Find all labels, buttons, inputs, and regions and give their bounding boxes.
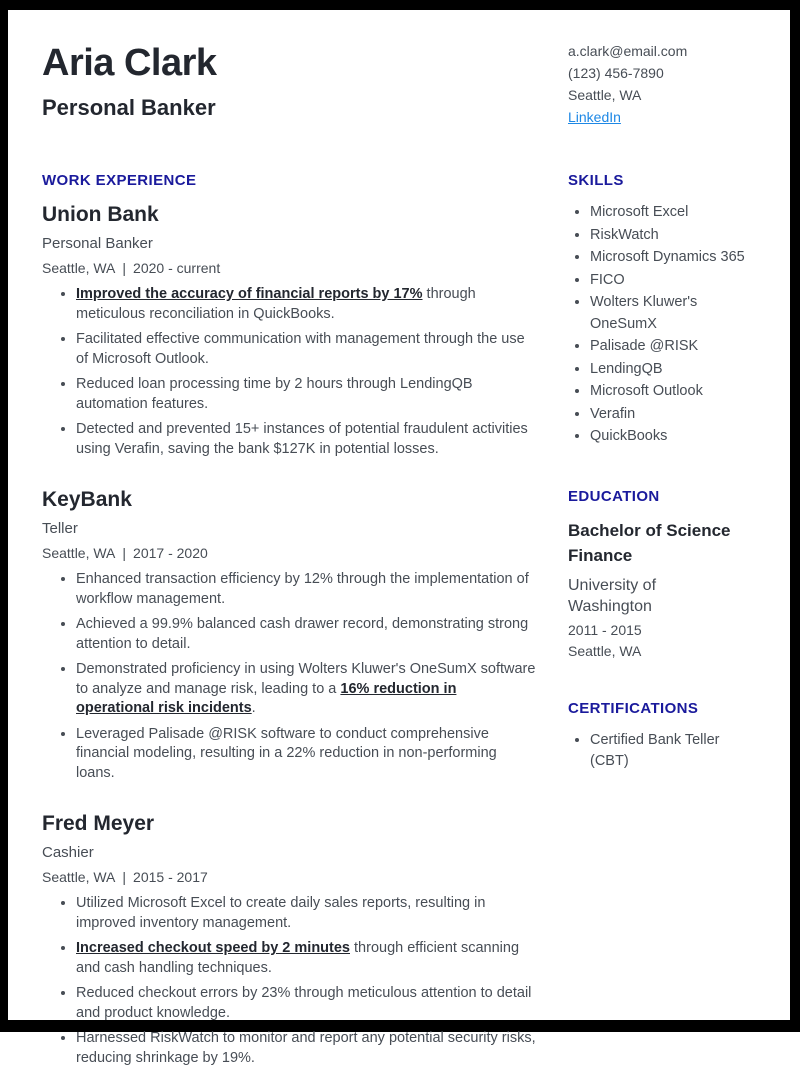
bullet-item <box>76 660 538 719</box>
left-column <box>42 40 538 1074</box>
bullet-text-post: . <box>251 700 256 716</box>
list-item: • FICO <box>590 270 760 292</box>
bullet-item <box>76 984 538 1023</box>
bullet-highlight: 16% reduction in operational risk incidents <box>76 680 457 716</box>
bullet-item <box>76 570 538 609</box>
section-heading-education: EDUCATION <box>568 487 660 505</box>
bullet-text-pre: Facilitated effective communication with management through the use of Microsoft Outlook. <box>76 331 525 367</box>
bullet-item <box>76 615 538 654</box>
education-major: Finance <box>568 545 633 565</box>
job-entry <box>42 487 538 783</box>
bullet-text-pre: Demonstrated proficiency in using Wolters Kluwer's OneSumX software to analyze and manage risk, leading to a <box>76 661 536 697</box>
bullet-item <box>76 894 538 933</box>
list-item: • QuickBooks <box>590 426 760 448</box>
contact-linkedin-row <box>568 106 760 128</box>
candidate-title: Personal Banker <box>42 95 216 120</box>
job-location: Seattle, WA <box>42 869 116 885</box>
job-location-dates <box>42 258 538 278</box>
linkedin-link[interactable]: LinkedIn <box>568 109 621 125</box>
contact-block <box>568 40 760 128</box>
contact-email: a.clark@email.com <box>568 43 688 59</box>
education-school: University of Washington <box>568 576 657 615</box>
contact-location: Seattle, WA <box>568 87 642 103</box>
job-role: Teller <box>42 520 78 537</box>
education-degree: Bachelor of Science <box>568 520 731 540</box>
education-dates: 2011 - 2015 <box>568 621 642 638</box>
education-location: Seattle, WA <box>568 642 642 659</box>
bullet-item <box>76 285 538 324</box>
bullet-text-pre: Reduced checkout errors by 23% through meticulous attention to detail and product knowledge. <box>76 985 532 1021</box>
section-heading-certifications: CERTIFICATIONS <box>568 699 699 717</box>
certifications-list <box>568 730 760 773</box>
job-bullet-list <box>42 285 538 459</box>
bullet-text-pre: Achieved a 99.9% balanced cash drawer record, demonstrating strong attention to detail. <box>76 616 529 652</box>
bullet-item <box>76 725 538 784</box>
job-entry <box>42 202 538 459</box>
bullet-highlight: Improved the accuracy of financial reports by 17% <box>76 286 423 302</box>
section-heading-skills: SKILLS <box>568 172 624 189</box>
candidate-name: Aria Clark <box>42 42 217 84</box>
bullet-text-pre: Enhanced transaction efficiency by 12% through the implementation of workflow management. <box>76 571 529 607</box>
job-dates: 2015 - 2017 <box>133 869 208 885</box>
page-columns <box>42 40 760 1074</box>
list-item: • Microsoft Dynamics 365 <box>590 247 760 269</box>
company-name: Fred Meyer <box>42 812 155 835</box>
list-item: • Wolters Kluwer's OneSumX <box>590 292 760 335</box>
job-location-dates <box>42 543 538 563</box>
jobs-container <box>42 202 538 1068</box>
education-entry <box>568 518 760 662</box>
job-location-dates <box>42 867 538 887</box>
job-dates: 2020 - current <box>133 260 221 276</box>
job-bullet-list <box>42 894 538 1068</box>
job-entry <box>42 811 538 1068</box>
bullet-item <box>76 330 538 369</box>
list-item: • RiskWatch <box>590 225 760 247</box>
job-bullet-list <box>42 570 538 783</box>
job-dates: 2017 - 2020 <box>133 545 208 561</box>
pipe-separator: | <box>122 869 127 885</box>
section-heading-work-experience: WORK EXPERIENCE <box>42 172 197 189</box>
bullet-highlight: Increased checkout speed by 2 minutes <box>76 940 350 956</box>
pipe-separator: | <box>122 545 127 561</box>
list-item: • Certified Bank Teller (CBT) <box>590 730 760 773</box>
company-name: Union Bank <box>42 203 159 226</box>
job-role: Personal Banker <box>42 235 153 252</box>
job-role: Cashier <box>42 844 94 861</box>
contact-phone: (123) 456-7890 <box>568 65 664 81</box>
bullet-item <box>76 375 538 414</box>
list-item: • Verafin <box>590 404 760 426</box>
list-item: • Microsoft Excel <box>590 202 760 224</box>
bullet-text-pre: Utilized Microsoft Excel to create daily sales reports, resulting in improved inventory management. <box>76 895 486 931</box>
bullet-text-post: through meticulous reconciliation in QuickBooks. <box>76 286 476 322</box>
bullet-item <box>76 939 538 978</box>
right-column <box>568 40 760 1074</box>
list-item: • Microsoft Outlook <box>590 381 760 403</box>
bullet-text-pre: Leveraged Palisade @RISK software to conduct comprehensive financial modeling, resulting in a 22% reduction in non-performing loans. <box>76 725 497 781</box>
company-name: KeyBank <box>42 488 132 511</box>
list-item: • LendingQB <box>590 359 760 381</box>
job-location: Seattle, WA <box>42 545 116 561</box>
bullet-text-pre: Detected and prevented 15+ instances of potential fraudulent activities using Verafin, saving the bank $127K in potential losses. <box>76 421 528 457</box>
job-location: Seattle, WA <box>42 260 116 276</box>
list-item: • Palisade @RISK <box>590 336 760 358</box>
bullet-text-pre: Harnessed RiskWatch to monitor and report any potential security risks, reducing shrinkage by 19%. <box>76 1030 536 1066</box>
bullet-item <box>76 1029 538 1068</box>
skills-list <box>568 202 760 448</box>
bullet-text-pre: Reduced loan processing time by 2 hours through LendingQB automation features. <box>76 376 473 412</box>
bullet-item <box>76 420 538 459</box>
pipe-separator: | <box>122 260 127 276</box>
bullet-text-post: through efficient scanning and cash handling techniques. <box>76 940 520 976</box>
